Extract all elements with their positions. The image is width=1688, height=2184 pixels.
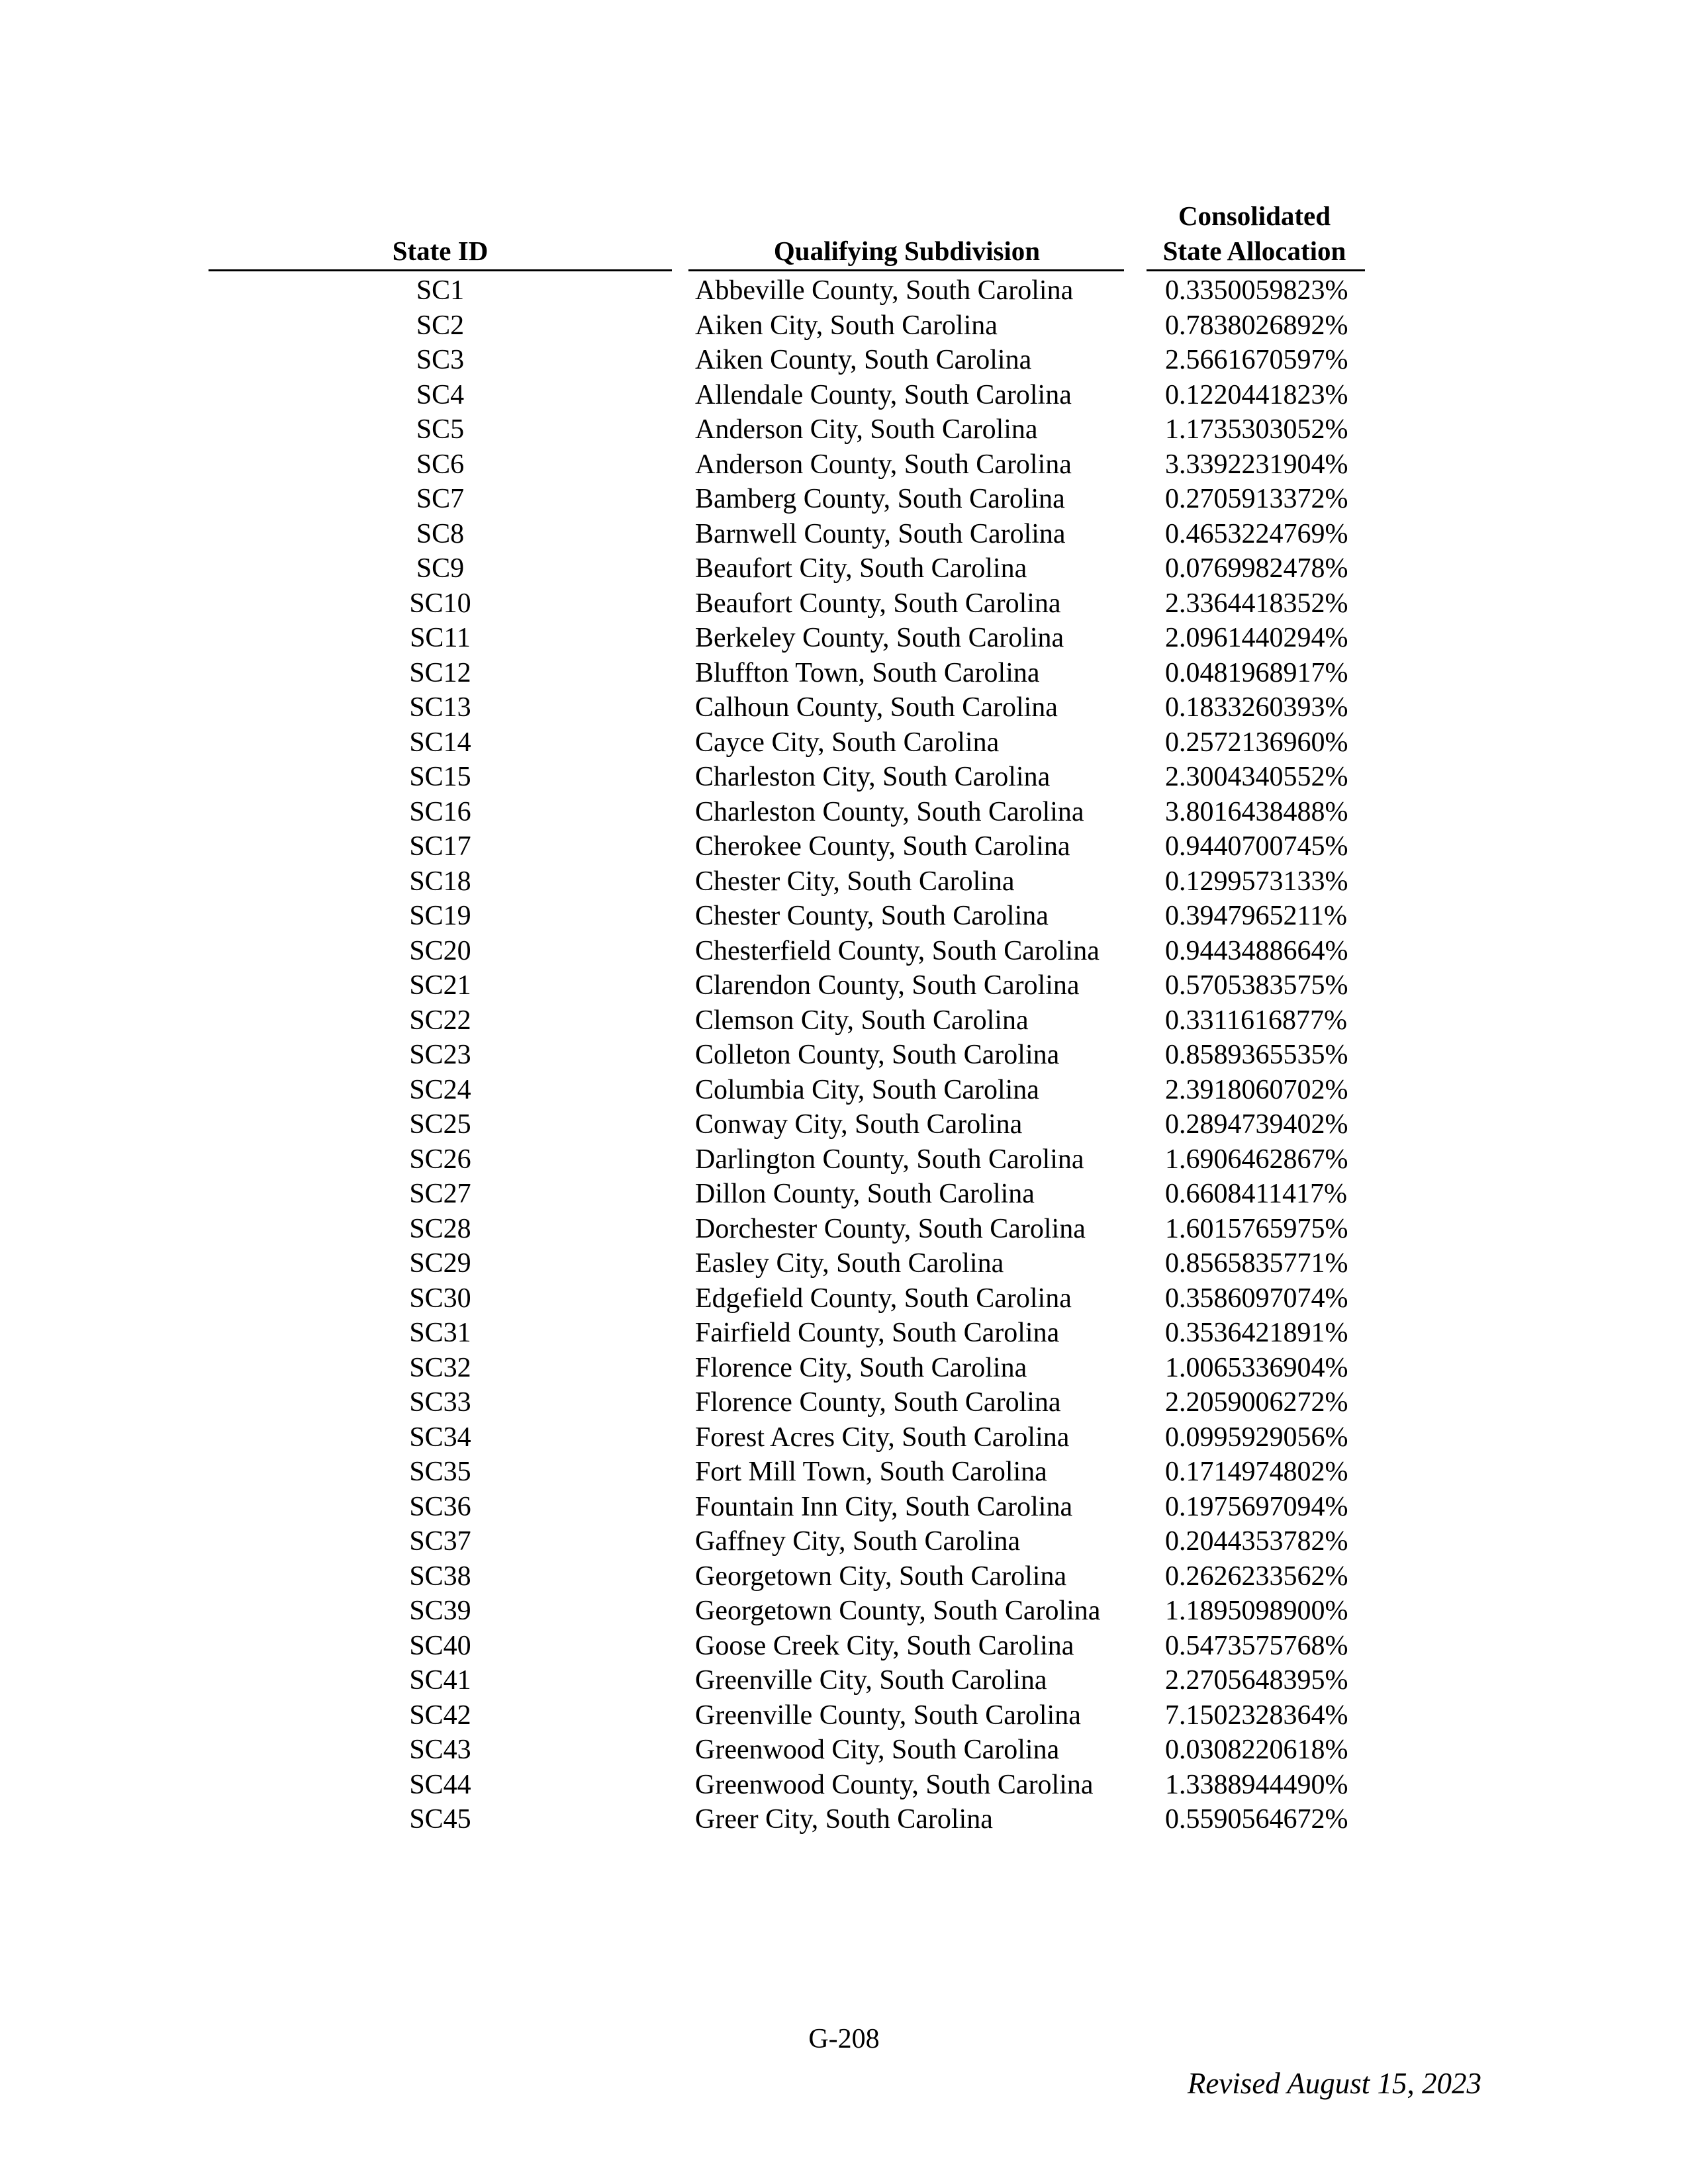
table-row — [0, 1594, 1688, 1629]
cell-state-id: SC7 — [416, 484, 465, 514]
cell-allocation: 3.3392231904% — [1165, 449, 1348, 480]
cell-allocation: 1.6015765975% — [1165, 1213, 1348, 1244]
cell-state-id: SC23 — [409, 1040, 471, 1070]
cell-allocation: 0.0995929056% — [1165, 1422, 1348, 1453]
cell-state-id: SC24 — [409, 1074, 471, 1105]
cell-allocation: 0.2705913372% — [1165, 484, 1348, 514]
table-row — [0, 1385, 1688, 1420]
table-row — [0, 1455, 1688, 1490]
table-row — [0, 1212, 1688, 1247]
cell-subdivision: Berkeley County, South Carolina — [695, 623, 1064, 653]
cell-state-id: SC10 — [409, 588, 471, 619]
cell-subdivision: Columbia City, South Carolina — [695, 1074, 1039, 1105]
cell-allocation: 0.4653224769% — [1165, 518, 1348, 549]
table-row — [0, 656, 1688, 691]
page-number: G-208 — [808, 2024, 880, 2054]
cell-state-id: SC9 — [416, 553, 465, 584]
cell-subdivision: Greenwood County, South Carolina — [695, 1769, 1094, 1800]
cell-allocation: 0.8589365535% — [1165, 1040, 1348, 1070]
cell-allocation: 1.3388944490% — [1165, 1769, 1348, 1800]
header-allocation-line-1: Consolidated — [1178, 201, 1331, 231]
cell-allocation: 0.3350059823% — [1165, 275, 1348, 306]
allocation-table — [0, 273, 1688, 1837]
cell-allocation: 0.2894739402% — [1165, 1109, 1348, 1140]
cell-allocation: 0.1299573133% — [1165, 866, 1348, 897]
cell-state-id: SC40 — [409, 1630, 471, 1661]
cell-allocation: 0.3947965211% — [1165, 901, 1347, 931]
table-row — [0, 1142, 1688, 1177]
cell-state-id: SC16 — [409, 796, 471, 827]
cell-subdivision: Dillon County, South Carolina — [695, 1179, 1035, 1209]
table-row — [0, 551, 1688, 586]
cell-state-id: SC36 — [409, 1491, 471, 1522]
cell-subdivision: Cayce City, South Carolina — [695, 727, 1000, 758]
cell-state-id: SC2 — [416, 310, 465, 341]
cell-state-id: SC18 — [409, 866, 471, 897]
table-row — [0, 1107, 1688, 1142]
cell-allocation: 2.2705648395% — [1165, 1665, 1348, 1696]
cell-subdivision: Dorchester County, South Carolina — [695, 1213, 1086, 1244]
cell-subdivision: Gaffney City, South Carolina — [695, 1526, 1021, 1557]
cell-state-id: SC39 — [409, 1596, 471, 1626]
table-row — [0, 1733, 1688, 1768]
cell-state-id: SC38 — [409, 1561, 471, 1592]
cell-allocation: 0.3536421891% — [1165, 1318, 1348, 1348]
cell-allocation: 1.6906462867% — [1165, 1144, 1348, 1175]
table-row — [0, 1524, 1688, 1559]
cell-state-id: SC21 — [409, 970, 471, 1001]
cell-allocation: 2.2059006272% — [1165, 1387, 1348, 1418]
cell-state-id: SC1 — [416, 275, 465, 306]
cell-subdivision: Fairfield County, South Carolina — [695, 1318, 1060, 1348]
cell-subdivision: Fort Mill Town, South Carolina — [695, 1457, 1047, 1487]
table-row — [0, 378, 1688, 413]
cell-state-id: SC22 — [409, 1005, 471, 1036]
cell-subdivision: Chesterfield County, South Carolina — [695, 935, 1100, 966]
cell-state-id: SC27 — [409, 1179, 471, 1209]
cell-subdivision: Florence City, South Carolina — [695, 1352, 1027, 1383]
table-row — [0, 829, 1688, 864]
cell-subdivision: Anderson County, South Carolina — [695, 449, 1072, 480]
cell-allocation: 0.1220441823% — [1165, 379, 1348, 410]
table-row — [0, 1038, 1688, 1073]
cell-subdivision: Fountain Inn City, South Carolina — [695, 1491, 1073, 1522]
cell-subdivision: Greenwood City, South Carolina — [695, 1735, 1060, 1765]
table-row — [0, 273, 1688, 308]
cell-subdivision: Easley City, South Carolina — [695, 1248, 1004, 1279]
table-row — [0, 934, 1688, 969]
table-row — [0, 482, 1688, 517]
cell-state-id: SC26 — [409, 1144, 471, 1175]
cell-allocation: 0.2044353782% — [1165, 1526, 1348, 1557]
cell-allocation: 0.2626233562% — [1165, 1561, 1348, 1592]
cell-subdivision: Goose Creek City, South Carolina — [695, 1630, 1074, 1661]
cell-state-id: SC19 — [409, 901, 471, 931]
revised-date: Revised August 15, 2023 — [1187, 2067, 1481, 2100]
cell-state-id: SC28 — [409, 1213, 471, 1244]
cell-allocation: 0.0308220618% — [1165, 1735, 1348, 1765]
cell-subdivision: Greenville City, South Carolina — [695, 1665, 1047, 1696]
cell-subdivision: Colleton County, South Carolina — [695, 1040, 1060, 1070]
cell-state-id: SC32 — [409, 1352, 471, 1383]
cell-allocation: 0.1714974802% — [1165, 1457, 1348, 1487]
cell-state-id: SC43 — [409, 1735, 471, 1765]
cell-allocation: 0.0769982478% — [1165, 553, 1348, 584]
cell-subdivision: Beaufort County, South Carolina — [695, 588, 1061, 619]
cell-state-id: SC41 — [409, 1665, 471, 1696]
cell-state-id: SC14 — [409, 727, 471, 758]
cell-subdivision: Greenville County, South Carolina — [695, 1700, 1081, 1731]
table-row — [0, 1177, 1688, 1212]
cell-allocation: 2.3364418352% — [1165, 588, 1348, 619]
cell-subdivision: Chester County, South Carolina — [695, 901, 1049, 931]
table-row — [0, 1698, 1688, 1733]
cell-state-id: SC13 — [409, 692, 471, 723]
cell-allocation: 0.9443488664% — [1165, 935, 1348, 966]
cell-subdivision: Clemson City, South Carolina — [695, 1005, 1029, 1036]
cell-state-id: SC8 — [416, 518, 465, 549]
table-row — [0, 1802, 1688, 1837]
cell-state-id: SC44 — [409, 1769, 471, 1800]
table-row — [0, 308, 1688, 343]
cell-allocation: 7.1502328364% — [1165, 1700, 1348, 1731]
table-row — [0, 1246, 1688, 1281]
cell-allocation: 1.1735303052% — [1165, 414, 1348, 445]
cell-state-id: SC12 — [409, 657, 471, 688]
cell-state-id: SC29 — [409, 1248, 471, 1279]
cell-state-id: SC33 — [409, 1387, 471, 1418]
cell-subdivision: Conway City, South Carolina — [695, 1109, 1023, 1140]
cell-subdivision: Darlington County, South Carolina — [695, 1144, 1084, 1175]
cell-allocation: 1.0065336904% — [1165, 1352, 1348, 1383]
cell-state-id: SC25 — [409, 1109, 471, 1140]
cell-state-id: SC15 — [409, 762, 471, 792]
cell-subdivision: Florence County, South Carolina — [695, 1387, 1061, 1418]
cell-state-id: SC5 — [416, 414, 465, 445]
cell-allocation: 3.8016438488% — [1165, 796, 1348, 827]
cell-subdivision: Cherokee County, South Carolina — [695, 831, 1070, 862]
table-row — [0, 621, 1688, 656]
header-allocation-line-2: State Allocation — [1162, 236, 1346, 266]
cell-state-id: SC35 — [409, 1457, 471, 1487]
table-row — [0, 447, 1688, 482]
table-row — [0, 1663, 1688, 1698]
cell-state-id: SC30 — [409, 1283, 471, 1314]
cell-state-id: SC20 — [409, 935, 471, 966]
header-qualifying-subdivision: Qualifying Subdivision — [773, 236, 1041, 266]
table-row — [0, 968, 1688, 1003]
cell-subdivision: Edgefield County, South Carolina — [695, 1283, 1072, 1314]
cell-state-id: SC4 — [416, 379, 465, 410]
cell-subdivision: Aiken City, South Carolina — [695, 310, 998, 341]
cell-state-id: SC34 — [409, 1422, 471, 1453]
cell-state-id: SC17 — [409, 831, 471, 862]
cell-state-id: SC11 — [410, 623, 471, 653]
cell-subdivision: Chester City, South Carolina — [695, 866, 1015, 897]
table-row — [0, 760, 1688, 795]
table-row — [0, 343, 1688, 378]
table-row — [0, 1490, 1688, 1525]
cell-state-id: SC42 — [409, 1700, 471, 1731]
cell-allocation: 0.7838026892% — [1165, 310, 1348, 341]
cell-subdivision: Clarendon County, South Carolina — [695, 970, 1080, 1001]
table-row — [0, 1559, 1688, 1594]
table-row — [0, 1629, 1688, 1664]
cell-allocation: 2.0961440294% — [1165, 623, 1348, 653]
cell-state-id: SC45 — [409, 1804, 471, 1835]
table-row — [0, 1073, 1688, 1108]
cell-allocation: 0.5590564672% — [1165, 1804, 1348, 1835]
table-row — [0, 1316, 1688, 1351]
cell-allocation: 1.1895098900% — [1165, 1596, 1348, 1626]
cell-subdivision: Charleston County, South Carolina — [695, 796, 1084, 827]
cell-state-id: SC3 — [416, 345, 465, 375]
cell-allocation: 0.2572136960% — [1165, 727, 1348, 758]
cell-subdivision: Allendale County, South Carolina — [695, 379, 1072, 410]
cell-subdivision: Barnwell County, South Carolina — [695, 518, 1066, 549]
cell-allocation: 0.3586097074% — [1165, 1283, 1348, 1314]
cell-subdivision: Georgetown City, South Carolina — [695, 1561, 1067, 1592]
cell-allocation: 0.1975697094% — [1165, 1491, 1348, 1522]
cell-subdivision: Aiken County, South Carolina — [695, 345, 1032, 375]
table-row — [0, 412, 1688, 447]
cell-subdivision: Greer City, South Carolina — [695, 1804, 993, 1835]
cell-subdivision: Abbeville County, South Carolina — [695, 275, 1074, 306]
cell-allocation: 2.3918060702% — [1165, 1074, 1348, 1105]
header-rule-state-id — [209, 269, 672, 271]
cell-allocation: 0.1833260393% — [1165, 692, 1348, 723]
cell-subdivision: Bluffton Town, South Carolina — [695, 657, 1040, 688]
cell-state-id: SC31 — [409, 1318, 471, 1348]
cell-state-id: SC37 — [409, 1526, 471, 1557]
cell-subdivision: Calhoun County, South Carolina — [695, 692, 1058, 723]
cell-subdivision: Forest Acres City, South Carolina — [695, 1422, 1070, 1453]
table-row — [0, 690, 1688, 725]
cell-state-id: SC6 — [416, 449, 465, 480]
table-row — [0, 1281, 1688, 1316]
cell-allocation: 2.3004340552% — [1165, 762, 1348, 792]
cell-allocation: 0.8565835771% — [1165, 1248, 1348, 1279]
cell-allocation: 0.0481968917% — [1165, 657, 1348, 688]
table-row — [0, 899, 1688, 934]
table-row — [0, 725, 1688, 760]
cell-allocation: 0.5705383575% — [1165, 970, 1348, 1001]
table-row — [0, 1003, 1688, 1038]
table-row — [0, 795, 1688, 830]
table-row — [0, 1351, 1688, 1386]
cell-allocation: 0.6608411417% — [1165, 1179, 1347, 1209]
cell-allocation: 2.5661670597% — [1165, 345, 1348, 375]
cell-subdivision: Georgetown County, South Carolina — [695, 1596, 1101, 1626]
table-row — [0, 586, 1688, 621]
cell-subdivision: Anderson City, South Carolina — [695, 414, 1038, 445]
cell-subdivision: Beaufort City, South Carolina — [695, 553, 1027, 584]
cell-allocation: 0.5473575768% — [1165, 1630, 1348, 1661]
table-row — [0, 1420, 1688, 1455]
header-state-id: State ID — [392, 236, 489, 266]
table-row — [0, 517, 1688, 552]
header-rule-subdivision — [688, 269, 1124, 271]
cell-allocation: 0.9440700745% — [1165, 831, 1348, 862]
cell-subdivision: Bamberg County, South Carolina — [695, 484, 1065, 514]
cell-subdivision: Charleston City, South Carolina — [695, 762, 1051, 792]
cell-allocation: 0.3311616877% — [1165, 1005, 1347, 1036]
header-rule-allocation — [1147, 269, 1365, 271]
table-row — [0, 1768, 1688, 1803]
table-row — [0, 864, 1688, 899]
